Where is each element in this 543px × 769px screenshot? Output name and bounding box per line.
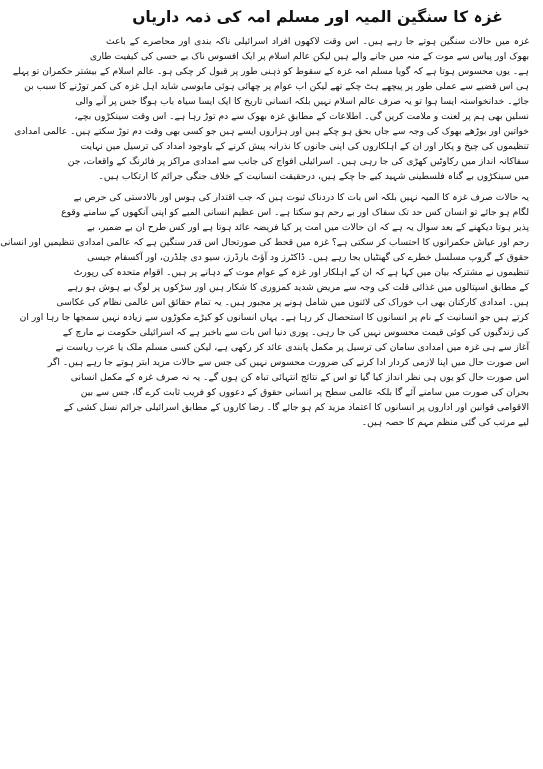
article-paragraph (0, 190, 529, 430)
paragraph-line: بھوک اور پیاس سے موت کے منہ میں جانے والے ہیں لیکن عالم اسلام پر ایک افسوس ناک بے حسی کی کیفیت طاری (89, 51, 529, 62)
paragraph-line: اس صورت حال کو یوں ہی نظر انداز کیا گیا تو اس کے نتائج انتہائی تباہ کن ہوں گے۔ یہ نہ صرف غزہ کے مکمل انسانی (70, 372, 529, 383)
paragraph-line: لیے مرتب کی گئی منظم مہم کا حصہ ہیں۔ (361, 417, 529, 428)
paragraph-line: حقوق کے گروپ مسلسل خطرے کی گھنٹیاں بجا رہے ہیں۔ ڈاکٹرز ود آؤٹ بارڈرز، سیو دی چلڈرن، اور آکسفام جیسی (87, 252, 529, 263)
paragraph-line: کی زندگیوں کی کوئی قیمت محسوس نہیں کی جا رہی۔ پوری دنیا اس بات سے باخبر ہے کہ اسرائیلی حکومت نے مارچ کے (62, 327, 529, 338)
paragraph-line: پذیر ہوتا دیکھنے کے بعد سوال یہ ہے کہ ان حالات میں امت پر کیا فریضہ عائد ہوتا ہے اور کس طرح ان بے ضمیر، بے (87, 222, 529, 233)
paragraph-line: لگام ہو جائے تو انسان کس حد تک سفاک اور بے رحم ہو سکتا ہے۔ اس عظیم انسانی المیے کو اپنی آنکھوں کے سامنے وقوع (61, 207, 529, 218)
paragraph-line: خواتین اور بوڑھے بھوک کی وجہ سے جاں بحق ہو چکے ہیں اور ہزاروں ایسے ہیں جو کسی بھی وقت دم توڑ سکتے ہیں۔ عالمی امدادی (14, 126, 529, 137)
paragraph-line: کے مطابق اسپتالوں میں غذائی قلت کی وجہ سے مریض شدید کمزوری کا شکار ہیں اور سڑکوں پر لوگ بے ہوش ہو رہے (67, 282, 529, 293)
paragraph-line: ہی اس قضیے سے عملی طور پر پیچھے ہٹ چکے تھے لیکن اب عوام پر چھائی ہوئی مایوسی شاید اہل غزہ کی کمر توڑنے کا سبب بن (24, 81, 529, 92)
paragraph-line: نسلیں بھی ہم پر لعنت و ملامت کریں گی۔ اطلاعات کے مطابق غزہ بھوک سے دم توڑ رہا ہے۔ اس وقت سینکڑوں بچے، (74, 111, 529, 122)
paragraph-line: یہ حالات صرف غزہ کا المیہ نہیں بلکہ اس بات کا دردناک ثبوت ہیں کہ جب اقتدار کی ہوس اور بالادستی کی حرص بے (73, 192, 529, 203)
paragraph-line: ہے۔ یوں محسوس ہوتا ہے کہ گویا مسلم امہ غزہ کے سقوط کو ذہنی طور پر قبول کر چکی ہو۔ عالم اسلام کے بیشتر حکمران تو پہلے (12, 66, 529, 77)
paragraph-line: آغاز سے ہی غزہ میں امدادی سامان کی ترسیل پر مکمل پابندی عائد کر رکھی ہے، لیکن کسی مسلم ملک یا عرب ریاست نے (55, 342, 529, 353)
paragraph-line: تنظیموں کی چیخ و پکار اور ان کے اہلکاروں کی اپنی جانوں کا نذرانہ پیش کرنے کے باوجود امداد کی ترسیل میں نہایت (80, 141, 529, 152)
article-body (0, 34, 529, 430)
paragraph-line: کرتے ہیں جو انسانیت کے نام پر انسانوں کا استحصال کر رہا ہے۔ یہاں انسانوں کو کیڑے مکوڑوں سے زیادہ نہیں سمجھا جا رہا اور ان (19, 312, 529, 323)
paragraph-line: رحم اور عیاش حکمرانوں کا احتساب کر سکتی ہے؟ غزہ میں قحط کی صورتحال اس قدر سنگین ہے کہ عالمی امدادی تنظیمیں اور انسانی (0, 237, 529, 248)
paragraph-line: اس صورت حال میں اپنا لازمی کردار ادا کرنے کی ضرورت محسوس نہیں کی جس سے حالات مزید ابتر ہوتے جا رہے ہیں۔ اگر (47, 357, 529, 368)
paragraph-line: تنظیموں نے مشترکہ بیان میں کہا ہے کہ ان کے اہلکار اور غزہ کے عوام موت کے دہانے پر ہیں۔ اقوام متحدہ کی رپورٹ (73, 267, 529, 278)
paragraph-line: میں سینکڑوں بے گناہ فلسطینی شہید کیے جا چکے ہیں، درحقیقت انسانیت کے خلاف جنگی جرائم کا ارتکاب ہیں۔ (98, 171, 529, 182)
paragraph-line: بحران کی صورت میں سامنے آئے گا بلکہ عالمی سطح پر انسانی حقوق کے دعووں کو فریب ثابت کرے گا، جس سے بین (80, 387, 529, 398)
paragraph-line: الاقوامی قوانین اور اداروں پر انسانوں کا اعتماد مزید کم ہو جائے گا۔ رضا کاروں کے مطابق اسرائیلی جرائم نسل کشی کے (63, 402, 529, 413)
article-paragraph (12, 34, 529, 184)
paragraph-line: سفاکانہ انداز میں رکاوٹیں کھڑی کی جا رہی ہیں۔ اسرائیلی افواج کی جانب سے امدادی مراکز پر فائرنگ کے واقعات، جن (67, 156, 529, 167)
paragraph-line: ہیں۔ امدادی کارکنان بھی اب خوراک کی لائنوں میں شامل ہونے پر مجبور ہیں۔ یہ تمام حقائق اس عالمی نظام کی عکاسی (56, 297, 529, 308)
article-title: غزہ کا سنگین المیہ اور مسلم امہ کی ذمہ داریاں (132, 8, 503, 26)
paragraph-line: غزہ میں حالات سنگین ہوتے جا رہے ہیں۔ اس وقت لاکھوں افراد اسرائیلی ناکہ بندی اور محاصرے کے باعث (106, 36, 529, 47)
paragraph-line: جائے۔ خدانخواستہ ایسا ہوا تو یہ صرف عالم اسلام نہیں بلکہ انسانی تاریخ کا ایک ایسا سیاہ باب ہوگا جس پر آنے والی (75, 96, 529, 107)
